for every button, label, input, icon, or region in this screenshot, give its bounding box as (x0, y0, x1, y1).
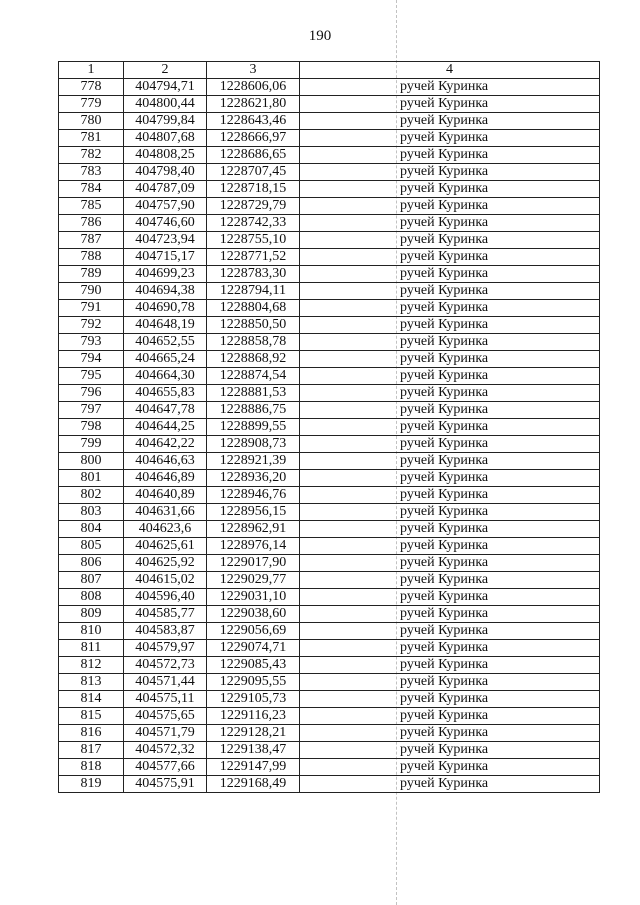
table-row (59, 572, 600, 589)
table-row (59, 266, 600, 283)
table-row (59, 470, 600, 487)
y-coordinate-cell: 1228956,15 (207, 504, 300, 521)
y-coordinate-cell: 1229031,10 (207, 589, 300, 606)
column-header-number: 1 (59, 62, 124, 79)
table-row (59, 487, 600, 504)
y-coordinate-cell: 1228899,55 (207, 419, 300, 436)
y-coordinate-cell: 1228755,10 (207, 232, 300, 249)
point-number-cell: 811 (59, 640, 124, 657)
description-cell: ручей Куринка (300, 606, 600, 623)
description-cell: ручей Куринка (300, 402, 600, 419)
y-coordinate-cell: 1229017,90 (207, 555, 300, 572)
y-coordinate-cell: 1229116,23 (207, 708, 300, 725)
point-number-cell: 809 (59, 606, 124, 623)
description-cell: ручей Куринка (300, 232, 600, 249)
description-cell: ручей Куринка (300, 198, 600, 215)
column-header-description: 4 (300, 62, 600, 79)
description-cell: ручей Куринка (300, 436, 600, 453)
table-row (59, 521, 600, 538)
description-cell: ручей Куринка (300, 368, 600, 385)
description-cell: ручей Куринка (300, 538, 600, 555)
point-number-cell: 783 (59, 164, 124, 181)
table-row (59, 113, 600, 130)
x-coordinate-cell: 404625,61 (124, 538, 207, 555)
point-number-cell: 810 (59, 623, 124, 640)
point-number-cell: 803 (59, 504, 124, 521)
table-row (59, 283, 600, 300)
table-row (59, 96, 600, 113)
table-row (59, 317, 600, 334)
table-row (59, 776, 600, 793)
y-coordinate-cell: 1228868,92 (207, 351, 300, 368)
x-coordinate-cell: 404583,87 (124, 623, 207, 640)
column-header-y: 3 (207, 62, 300, 79)
point-number-cell: 801 (59, 470, 124, 487)
point-number-cell: 819 (59, 776, 124, 793)
y-coordinate-cell: 1228707,45 (207, 164, 300, 181)
description-cell: ручей Куринка (300, 487, 600, 504)
x-coordinate-cell: 404571,44 (124, 674, 207, 691)
point-number-cell: 804 (59, 521, 124, 538)
x-coordinate-cell: 404648,19 (124, 317, 207, 334)
description-cell: ручей Куринка (300, 691, 600, 708)
header-row (59, 62, 600, 79)
y-coordinate-cell: 1228881,53 (207, 385, 300, 402)
x-coordinate-cell: 404642,22 (124, 436, 207, 453)
table-row (59, 691, 600, 708)
y-coordinate-cell: 1228921,39 (207, 453, 300, 470)
table-row (59, 555, 600, 572)
description-cell: ручей Куринка (300, 572, 600, 589)
point-number-cell: 805 (59, 538, 124, 555)
y-coordinate-cell: 1229168,49 (207, 776, 300, 793)
column-header-x: 2 (124, 62, 207, 79)
table-row (59, 198, 600, 215)
description-cell: ручей Куринка (300, 589, 600, 606)
description-cell: ручей Куринка (300, 555, 600, 572)
point-number-cell: 815 (59, 708, 124, 725)
table-row (59, 453, 600, 470)
y-coordinate-cell: 1228962,91 (207, 521, 300, 538)
point-number-cell: 786 (59, 215, 124, 232)
table-row (59, 181, 600, 198)
y-coordinate-cell: 1228874,54 (207, 368, 300, 385)
description-cell: ручей Куринка (300, 113, 600, 130)
description-cell: ручей Куринка (300, 657, 600, 674)
x-coordinate-cell: 404644,25 (124, 419, 207, 436)
table-row (59, 385, 600, 402)
description-cell: ручей Куринка (300, 130, 600, 147)
table-row (59, 708, 600, 725)
point-number-cell: 791 (59, 300, 124, 317)
y-coordinate-cell: 1228908,73 (207, 436, 300, 453)
point-number-cell: 799 (59, 436, 124, 453)
table-row (59, 147, 600, 164)
x-coordinate-cell: 404757,90 (124, 198, 207, 215)
table-body (59, 79, 600, 793)
x-coordinate-cell: 404572,32 (124, 742, 207, 759)
y-coordinate-cell: 1228886,75 (207, 402, 300, 419)
y-coordinate-cell: 1228976,14 (207, 538, 300, 555)
point-number-cell: 813 (59, 674, 124, 691)
table-row (59, 742, 600, 759)
table-row (59, 725, 600, 742)
y-coordinate-cell: 1228850,50 (207, 317, 300, 334)
description-cell: ручей Куринка (300, 351, 600, 368)
y-coordinate-cell: 1228729,79 (207, 198, 300, 215)
point-number-cell: 790 (59, 283, 124, 300)
y-coordinate-cell: 1228621,80 (207, 96, 300, 113)
description-cell: ручей Куринка (300, 708, 600, 725)
description-cell: ручей Куринка (300, 215, 600, 232)
y-coordinate-cell: 1229074,71 (207, 640, 300, 657)
point-number-cell: 789 (59, 266, 124, 283)
description-cell: ручей Куринка (300, 79, 600, 96)
x-coordinate-cell: 404572,73 (124, 657, 207, 674)
x-coordinate-cell: 404640,89 (124, 487, 207, 504)
y-coordinate-cell: 1228858,78 (207, 334, 300, 351)
x-coordinate-cell: 404625,92 (124, 555, 207, 572)
y-coordinate-cell: 1229105,73 (207, 691, 300, 708)
table-row (59, 623, 600, 640)
point-number-cell: 817 (59, 742, 124, 759)
point-number-cell: 792 (59, 317, 124, 334)
point-number-cell: 788 (59, 249, 124, 266)
page-number: 190 (308, 28, 332, 44)
point-number-cell: 796 (59, 385, 124, 402)
point-number-cell: 802 (59, 487, 124, 504)
x-coordinate-cell: 404646,63 (124, 453, 207, 470)
table-row (59, 249, 600, 266)
point-number-cell: 798 (59, 419, 124, 436)
y-coordinate-cell: 1228771,52 (207, 249, 300, 266)
x-coordinate-cell: 404623,6 (124, 521, 207, 538)
x-coordinate-cell: 404585,77 (124, 606, 207, 623)
point-number-cell: 780 (59, 113, 124, 130)
table-row (59, 232, 600, 249)
description-cell: ручей Куринка (300, 623, 600, 640)
point-number-cell: 800 (59, 453, 124, 470)
table-row (59, 164, 600, 181)
point-number-cell: 787 (59, 232, 124, 249)
table-row (59, 79, 600, 96)
description-cell: ручей Куринка (300, 521, 600, 538)
table-row (59, 130, 600, 147)
y-coordinate-cell: 1228946,76 (207, 487, 300, 504)
x-coordinate-cell: 404577,66 (124, 759, 207, 776)
x-coordinate-cell: 404798,40 (124, 164, 207, 181)
table-row (59, 674, 600, 691)
point-number-cell: 807 (59, 572, 124, 589)
table-row (59, 538, 600, 555)
x-coordinate-cell: 404807,68 (124, 130, 207, 147)
x-coordinate-cell: 404575,65 (124, 708, 207, 725)
description-cell: ручей Куринка (300, 385, 600, 402)
point-number-cell: 782 (59, 147, 124, 164)
table-row (59, 351, 600, 368)
x-coordinate-cell: 404794,71 (124, 79, 207, 96)
x-coordinate-cell: 404655,83 (124, 385, 207, 402)
y-coordinate-cell: 1228606,06 (207, 79, 300, 96)
x-coordinate-cell: 404723,94 (124, 232, 207, 249)
description-cell: ручей Куринка (300, 334, 600, 351)
y-coordinate-cell: 1229138,47 (207, 742, 300, 759)
point-number-cell: 794 (59, 351, 124, 368)
x-coordinate-cell: 404631,66 (124, 504, 207, 521)
y-coordinate-cell: 1228936,20 (207, 470, 300, 487)
y-coordinate-cell: 1229056,69 (207, 623, 300, 640)
y-coordinate-cell: 1229147,99 (207, 759, 300, 776)
description-cell: ручей Куринка (300, 674, 600, 691)
table-row (59, 606, 600, 623)
description-cell: ручей Куринка (300, 147, 600, 164)
x-coordinate-cell: 404715,17 (124, 249, 207, 266)
y-coordinate-cell: 1229029,77 (207, 572, 300, 589)
x-coordinate-cell: 404690,78 (124, 300, 207, 317)
description-cell: ручей Куринка (300, 504, 600, 521)
table-row (59, 657, 600, 674)
x-coordinate-cell: 404571,79 (124, 725, 207, 742)
x-coordinate-cell: 404647,78 (124, 402, 207, 419)
point-number-cell: 793 (59, 334, 124, 351)
description-cell: ручей Куринка (300, 300, 600, 317)
y-coordinate-cell: 1229128,21 (207, 725, 300, 742)
x-coordinate-cell: 404800,44 (124, 96, 207, 113)
description-cell: ручей Куринка (300, 164, 600, 181)
x-coordinate-cell: 404579,97 (124, 640, 207, 657)
description-cell: ручей Куринка (300, 725, 600, 742)
point-number-cell: 816 (59, 725, 124, 742)
x-coordinate-cell: 404799,84 (124, 113, 207, 130)
table-row (59, 759, 600, 776)
table-row (59, 334, 600, 351)
point-number-cell: 785 (59, 198, 124, 215)
description-cell: ручей Куринка (300, 453, 600, 470)
description-cell: ручей Куринка (300, 742, 600, 759)
y-coordinate-cell: 1228804,68 (207, 300, 300, 317)
y-coordinate-cell: 1228783,30 (207, 266, 300, 283)
point-number-cell: 818 (59, 759, 124, 776)
point-number-cell: 797 (59, 402, 124, 419)
x-coordinate-cell: 404699,23 (124, 266, 207, 283)
x-coordinate-cell: 404664,30 (124, 368, 207, 385)
y-coordinate-cell: 1229095,55 (207, 674, 300, 691)
table-row (59, 640, 600, 657)
table-row (59, 436, 600, 453)
x-coordinate-cell: 404596,40 (124, 589, 207, 606)
y-coordinate-cell: 1228742,33 (207, 215, 300, 232)
x-coordinate-cell: 404575,11 (124, 691, 207, 708)
point-number-cell: 781 (59, 130, 124, 147)
table-row (59, 300, 600, 317)
description-cell: ручей Куринка (300, 759, 600, 776)
point-number-cell: 806 (59, 555, 124, 572)
table-row (59, 402, 600, 419)
table-row (59, 504, 600, 521)
description-cell: ручей Куринка (300, 283, 600, 300)
table-row (59, 215, 600, 232)
y-coordinate-cell: 1229085,43 (207, 657, 300, 674)
table-header (59, 62, 600, 79)
description-cell: ручей Куринка (300, 419, 600, 436)
description-cell: ручей Куринка (300, 470, 600, 487)
y-coordinate-cell: 1228718,15 (207, 181, 300, 198)
point-number-cell: 814 (59, 691, 124, 708)
description-cell: ручей Куринка (300, 249, 600, 266)
description-cell: ручей Куринка (300, 266, 600, 283)
description-cell: ручей Куринка (300, 181, 600, 198)
x-coordinate-cell: 404746,60 (124, 215, 207, 232)
point-number-cell: 808 (59, 589, 124, 606)
point-number-cell: 779 (59, 96, 124, 113)
coordinates-table (58, 61, 600, 793)
description-cell: ручей Куринка (300, 317, 600, 334)
x-coordinate-cell: 404694,38 (124, 283, 207, 300)
y-coordinate-cell: 1229038,60 (207, 606, 300, 623)
description-cell: ручей Куринка (300, 640, 600, 657)
point-number-cell: 795 (59, 368, 124, 385)
point-number-cell: 778 (59, 79, 124, 96)
point-number-cell: 812 (59, 657, 124, 674)
x-coordinate-cell: 404665,24 (124, 351, 207, 368)
y-coordinate-cell: 1228686,65 (207, 147, 300, 164)
y-coordinate-cell: 1228666,97 (207, 130, 300, 147)
description-cell: ручей Куринка (300, 776, 600, 793)
table-row (59, 419, 600, 436)
x-coordinate-cell: 404646,89 (124, 470, 207, 487)
x-coordinate-cell: 404615,02 (124, 572, 207, 589)
x-coordinate-cell: 404787,09 (124, 181, 207, 198)
x-coordinate-cell: 404575,91 (124, 776, 207, 793)
y-coordinate-cell: 1228794,11 (207, 283, 300, 300)
table-row (59, 368, 600, 385)
y-coordinate-cell: 1228643,46 (207, 113, 300, 130)
x-coordinate-cell: 404808,25 (124, 147, 207, 164)
x-coordinate-cell: 404652,55 (124, 334, 207, 351)
description-cell: ручей Куринка (300, 96, 600, 113)
point-number-cell: 784 (59, 181, 124, 198)
table-row (59, 589, 600, 606)
